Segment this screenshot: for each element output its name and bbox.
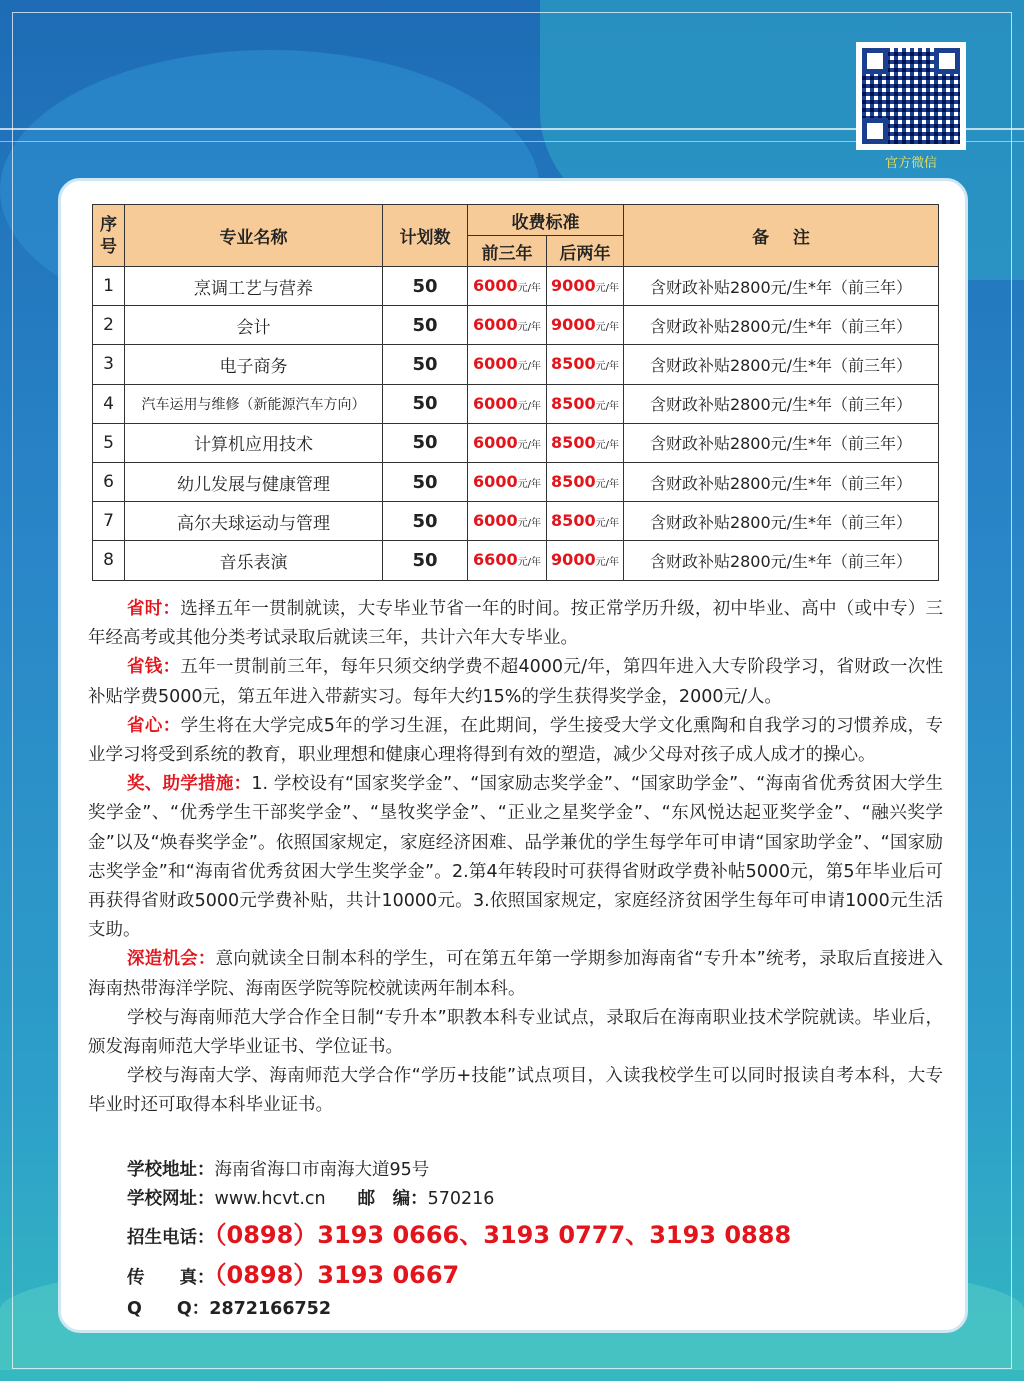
paragraph-text: 选择五年一贯制就读，大专毕业节省一年的时间。按正常学历升级，初中毕业、高中（或中专）三年经高考或其他分类考试录取后就读三年，共计六年大专毕业。 — [88, 599, 943, 649]
fee-value: 6000 — [473, 393, 518, 413]
remark: 含财政补贴2800元/生*年（前三年） — [624, 306, 939, 345]
plan-count: 50 — [383, 306, 468, 345]
fee-unit: 元/年 — [517, 322, 541, 334]
table-row — [93, 345, 939, 384]
fee-value: 9000 — [551, 550, 596, 570]
zip-label: 邮 编： — [357, 1189, 428, 1209]
fee-value: 8500 — [551, 354, 596, 374]
fee-table — [92, 204, 939, 581]
major-name: 计算机应用技术 — [125, 423, 383, 462]
fee-value: 9000 — [551, 315, 596, 335]
qq-label: Q Q： — [127, 1299, 210, 1319]
fee-last2 — [547, 267, 624, 306]
row-index: 1 — [93, 267, 125, 306]
major-name: 高尔夫球运动与管理 — [125, 502, 383, 541]
fee-value: 6000 — [473, 354, 518, 374]
paragraph-text: 学校与海南大学、海南师范大学合作“学历+技能”试点项目，入读我校学生可以同时报读自考本科，大专毕业时还可取得本科毕业证书。 — [88, 1066, 943, 1116]
paragraph-label: 省钱： — [127, 657, 181, 678]
content-card — [58, 178, 968, 1333]
fee-value: 6000 — [473, 472, 518, 492]
fee-first3 — [468, 502, 547, 541]
remark: 含财政补贴2800元/生*年（前三年） — [624, 423, 939, 462]
table-row — [93, 306, 939, 345]
row-index: 8 — [93, 541, 125, 580]
fee-last2 — [547, 502, 624, 541]
header-index: 序号 — [93, 205, 125, 267]
web-line — [127, 1185, 927, 1210]
fee-unit: 元/年 — [595, 283, 619, 295]
fee-value: 8500 — [551, 472, 596, 492]
address-line — [127, 1156, 927, 1181]
fee-value: 6000 — [473, 315, 518, 335]
paragraph — [88, 1004, 943, 1062]
remark: 含财政补贴2800元/生*年（前三年） — [624, 267, 939, 306]
fax: （0898）3193 0667 — [214, 1261, 460, 1289]
plan-count: 50 — [383, 384, 468, 423]
plan-count: 50 — [383, 423, 468, 462]
plan-count: 50 — [383, 267, 468, 306]
header-fee: 收费标准 — [468, 205, 624, 236]
table-row — [93, 502, 939, 541]
phone-line — [127, 1215, 927, 1250]
fee-last2 — [547, 423, 624, 462]
paragraph-text: 意向就读全日制本科的学生，可在第五年第一学期参加海南省“专升本”统考，录取后直接进入海南热带海洋学院、海南医学院等院校就读两年制本科。 — [88, 949, 944, 999]
fee-first3 — [468, 541, 547, 580]
major-name: 电子商务 — [125, 345, 383, 384]
table-row — [93, 384, 939, 423]
fee-value: 8500 — [551, 511, 596, 531]
fee-value: 6000 — [473, 432, 518, 452]
qr-code — [856, 42, 966, 150]
table-row — [93, 462, 939, 501]
fee-first3 — [468, 306, 547, 345]
paragraph — [88, 770, 943, 945]
plan-count: 50 — [383, 541, 468, 580]
fee-unit: 元/年 — [517, 361, 541, 373]
fee-last2 — [547, 462, 624, 501]
remark: 含财政补贴2800元/生*年（前三年） — [624, 541, 939, 580]
fee-last2 — [547, 384, 624, 423]
paragraph — [88, 712, 943, 770]
web-label: 学校网址： — [127, 1189, 215, 1209]
zip: 570216 — [427, 1189, 495, 1209]
fee-unit: 元/年 — [517, 400, 541, 412]
row-index: 6 — [93, 462, 125, 501]
row-index: 5 — [93, 423, 125, 462]
fee-unit: 元/年 — [517, 557, 541, 569]
fee-unit: 元/年 — [595, 518, 619, 530]
paragraph-text: 1. 学校设有“国家奖学金”、“国家励志奖学金”、“国家助学金”、“海南省优秀贫困大学生奖学金”、“优秀学生干部奖学金”、“垦牧奖学金”、“正业之星奖学金”、“东风悦达起亚奖学金”、“融兴奖学金”以及“焕春奖学金”。依照国家规定，家庭经济困难、品学兼优的学生每学年可申请“国家助学金”、“国家励志奖学金”和“海南省优秀贫困大学生奖学金”。2.第4年转段时可获得省财政学费补帖5000元，第5年毕业后可再获得省财政5000元学费补贴，共计10000元。3.依照国家规定，家庭经济贫困学生每年可申请1000元生活支助。 — [88, 774, 943, 941]
fee-unit: 元/年 — [595, 557, 619, 569]
qq: 2872166752 — [209, 1299, 332, 1319]
fax-label: 传 真： — [127, 1268, 215, 1288]
paragraph-label: 奖、助学措施： — [127, 774, 252, 795]
fee-first3 — [468, 423, 547, 462]
plan-count: 50 — [383, 462, 468, 501]
table-row — [93, 267, 939, 306]
fee-last2 — [547, 306, 624, 345]
remark: 含财政补贴2800元/生*年（前三年） — [624, 462, 939, 501]
major-name: 会计 — [125, 306, 383, 345]
remark: 含财政补贴2800元/生*年（前三年） — [624, 345, 939, 384]
header-major: 专业名称 — [125, 205, 383, 267]
paragraph-label: 省时： — [127, 599, 181, 619]
plan-count: 50 — [383, 502, 468, 541]
address: 海南省海口市南海大道95号 — [214, 1160, 430, 1180]
paragraph-text: 学校与海南师范大学合作全日制“专升本”职教本科专业试点，录取后在海南职业技术学院就读。毕业后，颁发海南师范大学毕业证书、学位证书。 — [88, 1007, 943, 1058]
header-last2: 后两年 — [547, 236, 624, 267]
paragraph-label: 省心： — [127, 715, 181, 736]
fee-first3 — [468, 384, 547, 423]
fee-unit: 元/年 — [517, 479, 541, 491]
fee-value: 8500 — [551, 432, 596, 452]
fee-value: 6000 — [473, 511, 518, 531]
remark: 含财政补贴2800元/生*年（前三年） — [624, 502, 939, 541]
fee-unit: 元/年 — [595, 400, 619, 412]
fee-unit: 元/年 — [595, 479, 619, 491]
plan-count: 50 — [383, 345, 468, 384]
address-label: 学校地址： — [127, 1160, 215, 1180]
paragraph-text: 五年一贯制前三年，每年只须交纳学费不超4000元/年，第四年进入大专阶段学习，省财政一次性补贴学费5000元，第五年进入带薪实习。每年大约15%的学生获得奖学金，2000元/人。 — [88, 657, 943, 707]
paragraph — [88, 595, 943, 653]
paragraph — [88, 945, 943, 1003]
major-name: 汽车运用与维修（新能源汽车方向） — [125, 384, 383, 423]
header-plan: 计划数 — [383, 205, 468, 267]
phone-label: 招生电话： — [127, 1228, 215, 1248]
paragraph — [88, 1062, 943, 1120]
fee-first3 — [468, 462, 547, 501]
paragraph — [88, 653, 943, 711]
fee-value: 6000 — [473, 276, 518, 296]
paragraph-label: 深造机会： — [127, 949, 216, 970]
fee-unit: 元/年 — [595, 439, 619, 451]
fee-unit: 元/年 — [595, 322, 619, 334]
fee-unit: 元/年 — [517, 439, 541, 451]
fee-value: 6600 — [473, 550, 518, 570]
description-text — [88, 595, 943, 1121]
fee-unit: 元/年 — [517, 518, 541, 530]
qq-line — [127, 1295, 927, 1320]
fee-first3 — [468, 345, 547, 384]
row-index: 4 — [93, 384, 125, 423]
fax-line — [127, 1255, 927, 1290]
major-name: 幼儿发展与健康管理 — [125, 462, 383, 501]
table-row — [93, 423, 939, 462]
qr-label: 官方微信 — [884, 156, 937, 171]
phone: （0898）3193 0666、3193 0777、3193 0888 — [214, 1221, 792, 1249]
header-remark: 备 注 — [624, 205, 939, 267]
major-name: 烹调工艺与营养 — [125, 267, 383, 306]
fee-unit: 元/年 — [517, 283, 541, 295]
major-name: 音乐表演 — [125, 541, 383, 580]
remark: 含财政补贴2800元/生*年（前三年） — [624, 384, 939, 423]
fee-value: 8500 — [551, 393, 596, 413]
row-index: 7 — [93, 502, 125, 541]
row-index: 3 — [93, 345, 125, 384]
website-link[interactable]: www.hcvt.cn — [214, 1189, 326, 1209]
paragraph-text: 学生将在大学完成5年的学习生涯，在此期间，学生接受大学文化熏陶和自我学习的习惯养成，专业学习将受到系统的教育，职业理想和健康心理将得到有效的塑造，减少父母对孩子成人成才的操心。 — [88, 715, 944, 766]
fee-first3 — [468, 267, 547, 306]
header-first3: 前三年 — [468, 236, 547, 267]
fee-last2 — [547, 345, 624, 384]
fee-last2 — [547, 541, 624, 580]
table-row — [93, 541, 939, 580]
fee-unit: 元/年 — [595, 361, 619, 373]
fee-value: 9000 — [551, 276, 596, 296]
row-index: 2 — [93, 306, 125, 345]
